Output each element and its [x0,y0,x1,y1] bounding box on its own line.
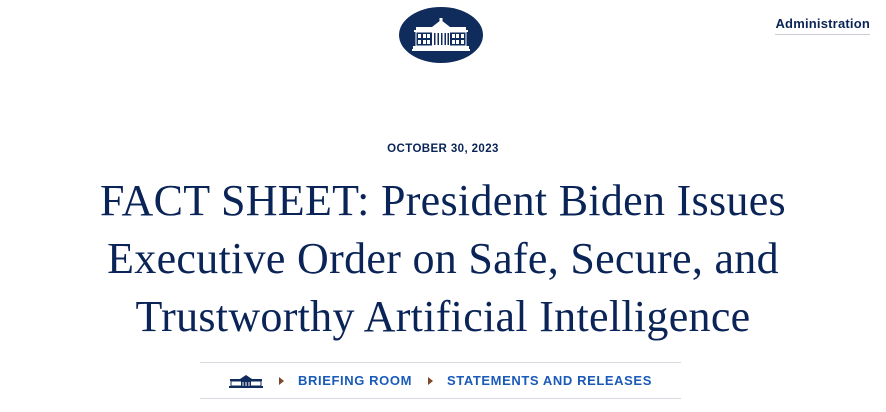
white-house-seal-icon [412,17,470,53]
white-house-logo[interactable] [399,7,483,63]
page-title: FACT SHEET: President Biden Issues Executive Order on Safe, Secure, and Trustworthy Artificial Intelligence [100,176,786,341]
chevron-right-icon [279,377,284,385]
breadcrumb-home[interactable] [229,374,263,388]
administration-link[interactable]: Administration [775,16,870,35]
breadcrumb-statements-and-releases[interactable]: STATEMENTS AND RELEASES [447,373,652,388]
article-date: OCTOBER 30, 2023 [387,143,499,155]
breadcrumb [200,362,681,399]
breadcrumb-briefing-room[interactable]: BRIEFING ROOM [298,373,412,388]
chevron-right-icon [428,377,433,385]
white-house-icon [229,374,263,388]
